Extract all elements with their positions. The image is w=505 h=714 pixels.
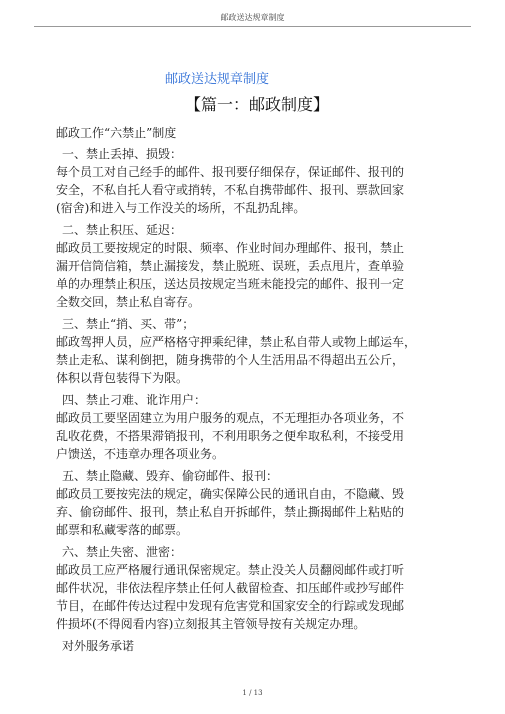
paragraph-line: (宿舍)和进入与工作没关的场所，不乱扔乱摔。 — [56, 201, 306, 215]
paragraph-line: 禁止走私、谋利倒把，随身携带的个人生活用品不得超出五公斤， — [56, 353, 405, 367]
item-title: 五、禁止隐藏、毁弃、偷窃邮件、报刊： — [62, 469, 279, 483]
paragraph-line: 乱收花费，不搭果滞销报刊，不利用职务之便牟取私利，不接受用 — [56, 429, 405, 443]
item-title: 一、禁止丢掉、损毁： — [62, 147, 183, 161]
paragraph-line: 单的办理禁止积压，送达员按规定当班未能投完的邮件、报刊一定 — [56, 277, 405, 291]
paragraph-line: 邮政员工要按宪法的规定，确实保障公民的通讯自由，不隐藏、毁 — [56, 487, 405, 501]
paragraph-line: 邮政驾押人员，应严格格守押乘纪律，禁止私自带人或物上邮运车， — [56, 335, 417, 349]
header-rule — [34, 26, 471, 27]
item-paragraph — [56, 485, 456, 539]
item-title: 三、禁止“捎、买、带”； — [62, 317, 195, 331]
paragraph-line: 邮政员工应严格履行通讯保密规定。禁止没关人员翻阅邮件或打听 — [56, 563, 405, 577]
item-title: 二、禁止积压、延迟： — [62, 223, 183, 237]
document-body — [56, 124, 456, 655]
item-paragraph — [56, 561, 456, 633]
running-header: 邮政送达规章制度 — [220, 13, 285, 22]
paragraph-line: 邮政员工要按规定的时限、频率、作业时间办理邮件、报刊，禁止 — [56, 241, 405, 255]
paragraph-line: 弃、偷窃邮件、报刊，禁止私自开拆邮件，禁止撕揭邮件上粘贴的 — [56, 505, 405, 519]
paragraph-line: 邮政员工要坚固建立为用户服务的观点，不无理拒办各项业务，不 — [56, 411, 405, 425]
paragraph-line: 体积以背包装得下为限。 — [56, 371, 189, 385]
item-paragraph — [56, 333, 456, 387]
paragraph-line: 全数交回，禁止私自寄存。 — [56, 295, 201, 309]
item-paragraph — [56, 163, 456, 217]
closing-heading: 对外服务承诺 — [62, 639, 135, 653]
item-paragraph — [56, 239, 456, 311]
paragraph-line: 邮票和私藏零落的邮票。 — [56, 523, 189, 537]
page-number: 1 / 13 — [242, 689, 263, 697]
paragraph-line: 节目，在邮件传达过程中发现有危害党和国家安全的行踪或发现邮 — [56, 599, 405, 613]
item-paragraph — [56, 409, 456, 463]
item-title: 六、禁止失密、泄密： — [62, 545, 183, 559]
item-title: 四、禁止刁难、讹诈用户： — [62, 393, 207, 407]
paragraph-line: 安全，不私自托人看守或捎转，不私自携带邮件、报刊、票款回家 — [56, 183, 405, 197]
paragraph-line: 每个员工对自己经手的邮件、报刊要仔细保存，保证邮件、报刊的 — [56, 165, 405, 179]
paragraph-line: 件损坏(不得阅看内容)立刻报其主管领导按有关规定办理。 — [56, 617, 366, 631]
section-title: 【篇一：邮政制度】 — [185, 95, 330, 114]
heading: 邮政工作“六禁止”制度 — [56, 126, 177, 140]
document-title: 邮政送达规章制度 — [165, 72, 270, 87]
paragraph-line: 邮件状况，非依法程序禁止任何人截留检查、扣压邮件或抄写邮件 — [56, 581, 405, 595]
paragraph-line: 户馈送，不违章办理各项业务。 — [56, 447, 225, 461]
paragraph-line: 漏开信筒信箱，禁止漏接发，禁止脱班、误班，丢点甩片，查单验 — [56, 259, 405, 273]
